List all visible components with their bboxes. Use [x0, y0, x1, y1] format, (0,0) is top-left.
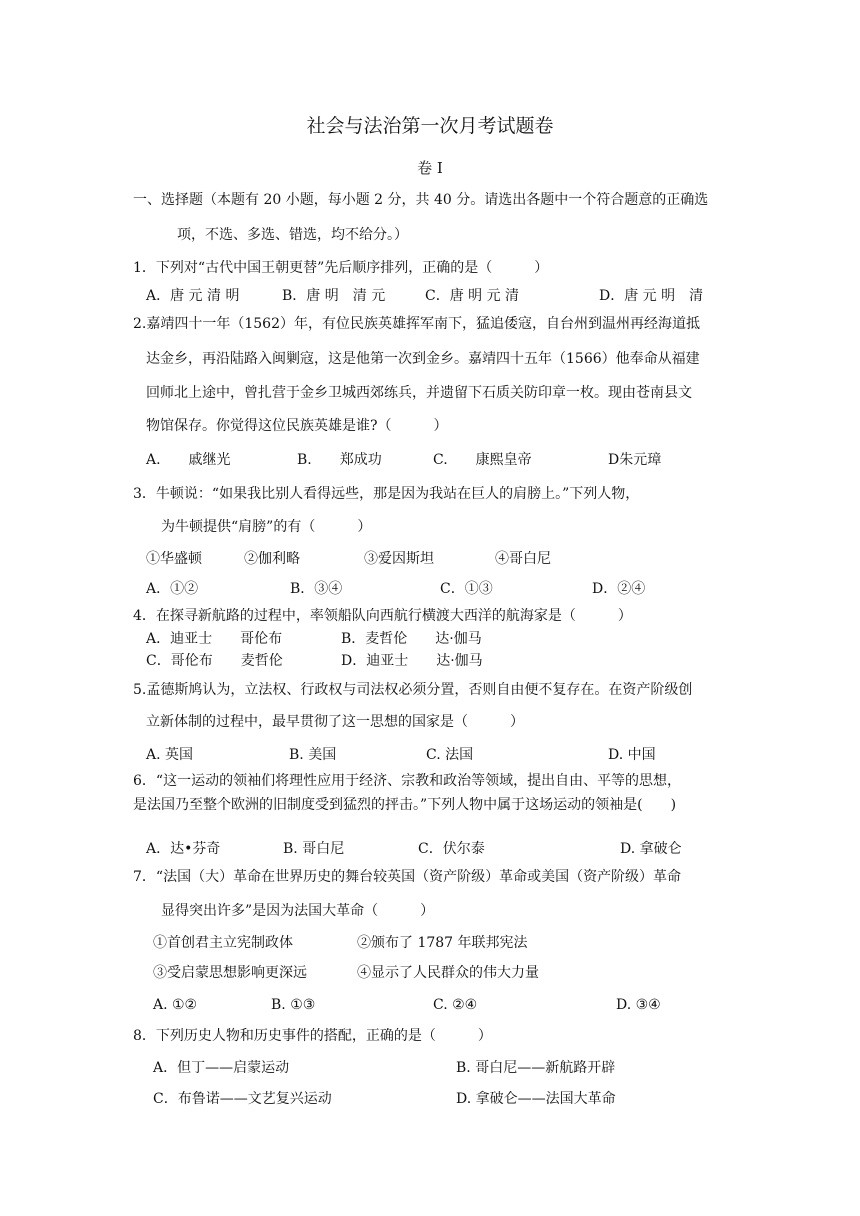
q5-option-d: D. 中国 [608, 747, 656, 763]
q2-stem-line-2: 达金乡，再沿陆路入闽剿寇，这是他第一次到金乡。嘉靖四十五年（1566）他奉命从福建 [146, 351, 700, 367]
q7-option-c: C. ②④ [433, 997, 478, 1013]
q3-stem-line-2: 为牛顿提供“肩膀”的有（ ） [161, 519, 372, 535]
q5-stem-line-2: 立新体制的过程中，最早贯彻了这一思想的国家是（ ） [146, 714, 524, 730]
q7-item-1: ①首创君主立宪制政体 [153, 935, 293, 951]
q5-option-a: A. 英国 [146, 747, 194, 763]
q2-stem-line-3: 回师北上途中，曾扎营于金乡卫城西郊练兵，并遗留下石质关防印章一枚。现由苍南县文 [146, 385, 692, 401]
q1-stem: 1．下列对“古代中国王朝更替”先后顺序排列，正确的是（ ） [133, 260, 549, 276]
q8-option-b: B. 哥白尼——新航路开辟 [456, 1060, 616, 1076]
q3-option-d: D．②④ [592, 581, 646, 597]
q7-item-3: ③受启蒙思想影响更深远 [153, 965, 307, 981]
q6-option-d: D. 拿破仑 [620, 841, 682, 857]
q6-stem-line-1: 6．“这一运动的领袖们将理性应用于经济、宗教和政治等领域，提出自由、平等的思想， [133, 773, 682, 789]
q8-option-a: A．但丁——启蒙运动 [153, 1060, 290, 1076]
q7-stem-line-1: 7．“法国（大）革命在世界历史的舞台较英国（资产阶级）革命或美国（资产阶级）革命 [133, 869, 682, 885]
q3-item-4: ④哥白尼 [495, 551, 551, 567]
q1-option-a: A．唐 元 清 明 [146, 288, 240, 304]
q5-stem-line-1: 5.孟德斯鸠认为，立法权、行政权与司法权必须分置，否则自由便不复存在。在资产阶级创 [133, 682, 693, 698]
q2-stem-line-1: 2.嘉靖四十一年（1562）年，有位民族英雄挥军南下，猛追倭寇，自台州到温州再经海道抵 [133, 316, 700, 332]
q2-option-a: A. 戚继光 [146, 452, 231, 468]
q6-option-a: A．达•芬奇 [146, 841, 221, 857]
q7-item-4: ④显示了人民群众的伟大力量 [357, 965, 539, 981]
q5-option-c: C. 法国 [426, 747, 474, 763]
q8-option-d: D. 拿破仑——法国大革命 [456, 1091, 616, 1107]
q3-option-a: A．①② [146, 581, 199, 597]
q1-option-d: D．唐 元 明 清 [599, 288, 704, 304]
q8-option-c: C．布鲁诺——文艺复兴运动 [153, 1091, 332, 1107]
q1-option-c: C．唐 明 元 清 [425, 288, 520, 304]
section-instructions-line-1: 一、选择题（本题有 20 小题，每小题 2 分，共 40 分。请选出各题中一个符合题意的正确选 [133, 192, 709, 208]
q8-stem: 8．下列历史人物和历史事件的搭配，正确的是（ ） [133, 1028, 492, 1044]
q3-item-2: ②伽利略 [244, 551, 300, 567]
q2-option-d: D朱元璋 [608, 452, 662, 468]
q5-option-b: B. 美国 [289, 747, 337, 763]
q4-stem: 4．在探寻新航路的过程中，率领船队向西航行横渡大西洋的航海家是（ ） [133, 608, 632, 624]
q3-option-b: B．③④ [290, 581, 343, 597]
q2-option-b: B. 郑成功 [297, 452, 382, 468]
q7-option-a: A. ①② [153, 997, 198, 1013]
section-instructions-line-2: 项，不选、多选、错选，均不给分。） [177, 227, 408, 243]
page-title: 社会与法治第一次月考试题卷 [306, 115, 554, 137]
q4-option-b: B．麦哲伦 达·伽马 [341, 631, 482, 647]
q2-option-c: C. 康熙皇帝 [433, 452, 532, 468]
q7-option-b: B. ①③ [271, 997, 316, 1013]
q6-stem-line-2: 是法国乃至整个欧洲的旧制度受到猛烈的抨击。”下列人物中属于这场运动的领袖是( ) [133, 797, 677, 813]
q7-stem-line-2: 显得突出许多”是因为法国大革命（ ） [161, 903, 435, 919]
q2-stem-line-4: 物馆保存。你觉得这位民族英雄是谁?（ ） [146, 418, 448, 434]
q4-option-c: C．哥伦布 麦哲伦 [146, 653, 283, 669]
q4-option-a: A．迪亚士 哥伦布 [146, 631, 283, 647]
q3-item-1: ①华盛顿 [146, 551, 202, 567]
q6-option-c: C．伏尔泰 [418, 841, 485, 857]
q4-option-d: D．迪亚士 达·伽马 [341, 653, 483, 669]
q1-option-b: B．唐 明 清 元 [282, 288, 386, 304]
q3-item-3: ③爱因斯坦 [364, 551, 434, 567]
q7-item-2: ②颁布了 1787 年联邦宪法 [357, 935, 528, 951]
volume-label: 卷 Ⅰ [417, 159, 443, 177]
q7-option-d: D. ③④ [616, 997, 661, 1013]
q6-option-b: B. 哥白尼 [283, 841, 345, 857]
q3-option-c: C．①③ [440, 581, 493, 597]
q3-stem-line-1: 3．牛顿说：“如果我比别人看得远些，那是因为我站在巨人的肩膀上。”下列人物， [133, 486, 640, 502]
